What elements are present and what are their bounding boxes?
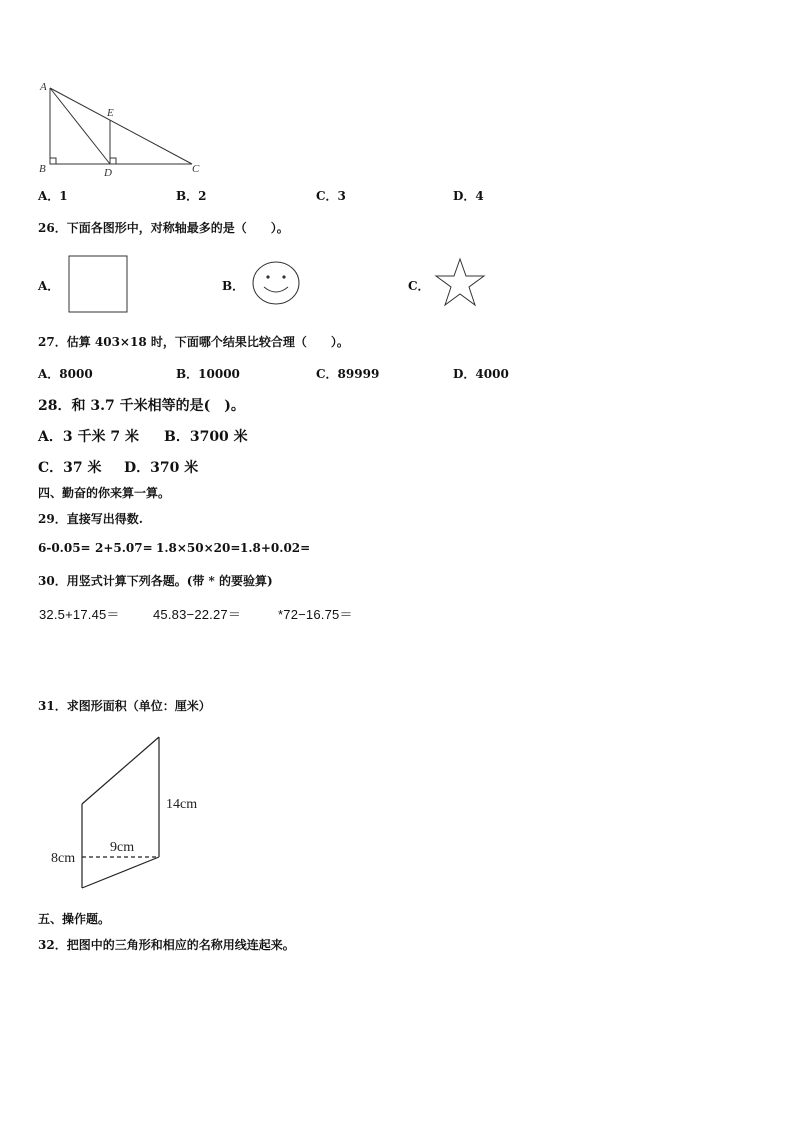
q28-option-b: B．3700 米 (164, 429, 248, 445)
q29-expr-1: 6-0.05= (38, 541, 91, 555)
triangle-figure (30, 78, 210, 180)
q30-expr-2: 45.83−22.27＝ (153, 607, 242, 622)
q25-option-c: C．3 (316, 189, 346, 203)
q28-option-c: C．37 米 (38, 460, 102, 476)
q29-expr-3: 1.8×50×20= (156, 541, 241, 555)
q30-expr-1: 32.5+17.45＝ (39, 607, 120, 622)
section-4-heading: 四、勤奋的你来算一算。 (38, 486, 171, 500)
trapezoid-figure (46, 730, 216, 900)
q27-option-c: C．89999 (316, 367, 380, 381)
q27-stem: 27．估算 403×18 时，下面哪个结果比较合理（ ）。 (38, 335, 349, 349)
q27-option-d: D．4000 (453, 367, 509, 381)
q29-expr-4: 1.8+0.02= (240, 541, 311, 555)
q25-option-d: D．4 (453, 189, 484, 203)
smiley-face-shape (250, 259, 302, 307)
label-D: D (104, 167, 112, 179)
q29-stem: 29．直接写出得数. (38, 512, 143, 526)
square-shape (66, 254, 130, 314)
q30-stem: 30．用竖式计算下列各题。(带 * 的要验算) (38, 574, 273, 588)
q25-option-b: B．2 (176, 189, 207, 203)
q26-option-a: A． (38, 279, 60, 293)
bottom-dashed-label: 9cm (110, 840, 135, 855)
q26-option-c: C． (408, 279, 430, 293)
q29-expr-2: 2+5.07= (95, 541, 153, 555)
q27-option-b: B．10000 (176, 367, 240, 381)
q26-option-b: B． (222, 279, 245, 293)
q27-option-a: A．8000 (38, 367, 93, 381)
q32-stem: 32．把图中的三角形和相应的名称用线连起来。 (38, 938, 295, 952)
left-side-label: 8cm (51, 851, 76, 866)
q30-expr-3: *72−16.75＝ (278, 607, 353, 622)
q28-option-a: A．3 千米 7 米 (38, 429, 139, 445)
label-C: C (192, 163, 200, 175)
q28-option-d: D．370 米 (124, 460, 199, 476)
q31-stem: 31．求图形面积（单位：厘米） (38, 699, 211, 713)
label-B: B (39, 163, 46, 175)
label-E: E (107, 107, 114, 119)
right-side-label: 14cm (166, 797, 198, 812)
star-shape (432, 257, 488, 309)
label-A: A (40, 81, 47, 93)
q25-option-a: A．1 (38, 189, 68, 203)
q28-stem: 28．和 3.7 千米相等的是( )。 (38, 398, 245, 414)
q26-stem: 26．下面各图形中，对称轴最多的是（ ）。 (38, 221, 289, 235)
section-5-heading: 五、操作题。 (38, 912, 111, 926)
